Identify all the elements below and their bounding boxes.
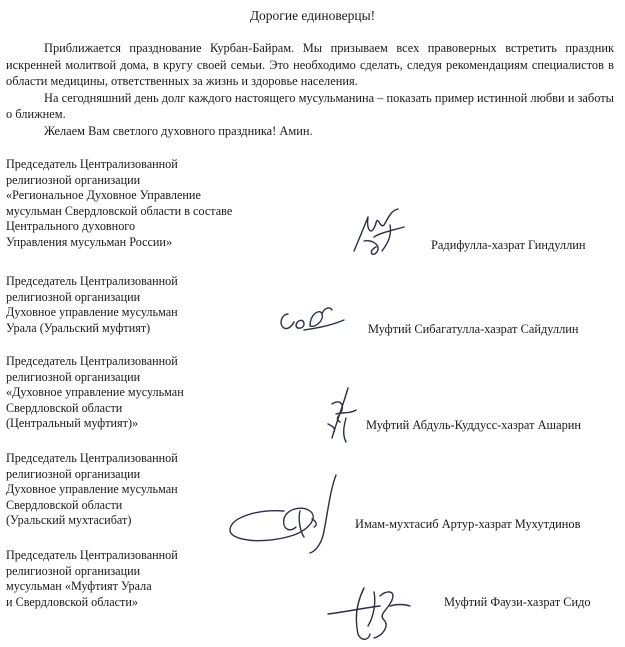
paragraph: На сегодняшний день долг каждого настоящего мусульманина – показать пример истинной любви и заботы о ближнем. bbox=[6, 90, 614, 121]
signature-icon bbox=[274, 304, 354, 338]
signature-icon bbox=[324, 582, 420, 644]
organization-name: Председатель Централизованной религиозной организации «Региональное Духовное Управление мусульман Свердловской области в составе Центрального духовного Управления мусульман России» bbox=[6, 157, 233, 249]
letter-body bbox=[6, 40, 614, 139]
letter-title: Дорогие единоверцы! bbox=[249, 8, 376, 23]
signer-name: Имам-мухтасиб Артур-хазрат Мухутдинов bbox=[355, 517, 581, 531]
organization-name: Председатель Централизованной религиозной организации Духовное управление мусульман Урала (Уральский муфтият) bbox=[6, 274, 178, 335]
organization-name: Председатель Централизованной религиозной организации Духовное управление мусульман Свердловской области (Уральский мухтасибат) bbox=[6, 451, 178, 528]
organization-name: Председатель Централизованной религиозной организации «Духовное управление мусульман Свердловской области (Центральный муфтият)» bbox=[6, 354, 184, 431]
signatory-block bbox=[6, 274, 618, 344]
signatory-block bbox=[6, 451, 618, 551]
organization-name: Председатель Централизованной религиозной организации мусульман «Муфтият Урала и Свердловской области» bbox=[6, 548, 178, 609]
signatory-block bbox=[6, 548, 618, 646]
signer-name: Муфтий Фаузи-хазрат Сидо bbox=[444, 595, 591, 609]
signer-name: Муфтий Сибагатулла-хазрат Сайдуллин bbox=[368, 322, 579, 336]
signature-icon bbox=[346, 207, 421, 259]
paragraph: Желаем Вам светлого духовного праздника! Амин. bbox=[44, 123, 313, 138]
signatory-block bbox=[6, 157, 618, 261]
signature-icon bbox=[322, 384, 362, 446]
signer-name: Радифулла-хазрат Гиндуллин bbox=[431, 238, 586, 252]
paragraph: Приближается празднование Курбан-Байрам. Мы призываем всех правоверных встретить праздник искренней молитвой дома, в кругу своей семьи. Это необходимо сделать, следуя рекомендациям специалистов в области медицины, ответственных за жизнь и здоровье населения. bbox=[6, 41, 614, 88]
signer-name: Муфтий Абдуль-Куддусс-хазрат Ашарин bbox=[366, 418, 582, 432]
signatory-block bbox=[6, 354, 618, 444]
